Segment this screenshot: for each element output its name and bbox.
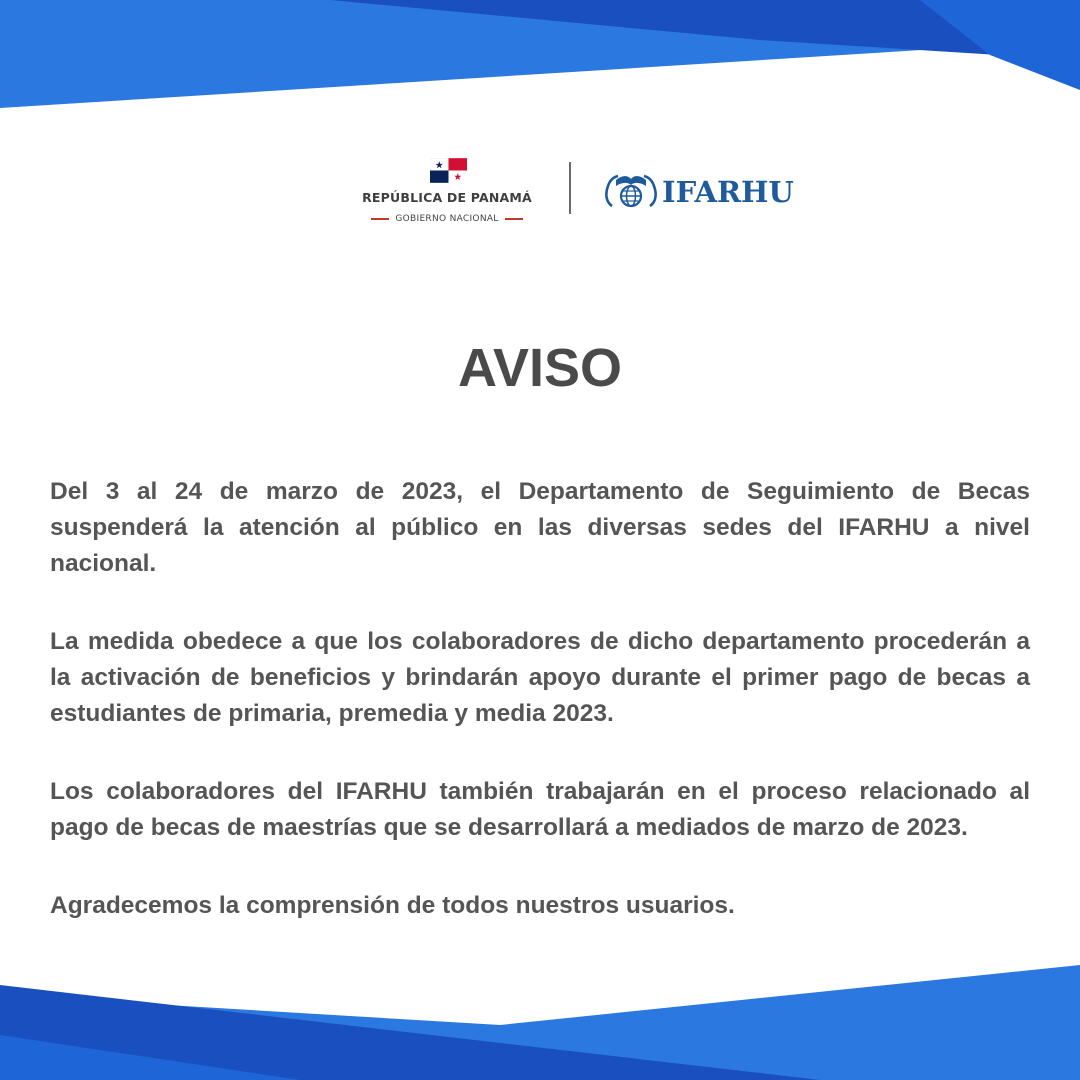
- ifarhu-logo: [602, 166, 792, 214]
- government-subtitle: GOBIERNO NACIONAL: [395, 214, 499, 224]
- panama-flag-icon: [430, 158, 467, 183]
- notice-body: [50, 474, 1030, 924]
- ifarhu-logo-icon: [602, 166, 660, 212]
- bottom-wave-decoration: [0, 965, 1080, 1080]
- subtitle-dash-right: [505, 218, 523, 220]
- subtitle-dash-left: [371, 218, 389, 220]
- government-subtitle-row: [352, 212, 542, 226]
- notice-paragraph-2: La medida obedece a que los colaboradores de dicho departamento procederán a la activación de beneficios y brindarán apoyo durante el primer pago de becas a estudiantes de primaria, premedia y media 2023.: [50, 628, 1030, 727]
- logo-divider: [569, 162, 571, 214]
- header-logos: [0, 150, 1080, 230]
- government-logo: [352, 156, 542, 228]
- government-title: REPÚBLICA DE PANAMÁ: [362, 190, 532, 205]
- top-wave-decoration: [0, 0, 1080, 120]
- notice-title: AVISO: [457, 338, 623, 398]
- notice-paragraph-3: Los colaboradores del IFARHU también trabajarán en el proceso relacionado al pago de becas de maestrías que se desarrollará a mediados de marzo de 2023.: [50, 778, 1030, 841]
- notice-paragraph-1: Del 3 al 24 de marzo de 2023, el Departamento de Seguimiento de Becas suspenderá la atención al público en las diversas sedes del IFARHU a nivel nacional.: [50, 478, 1030, 577]
- ifarhu-wordmark: IFARHU: [662, 175, 794, 209]
- notice-paragraph-4: Agradecemos la comprensión de todos nuestros usuarios.: [50, 892, 735, 919]
